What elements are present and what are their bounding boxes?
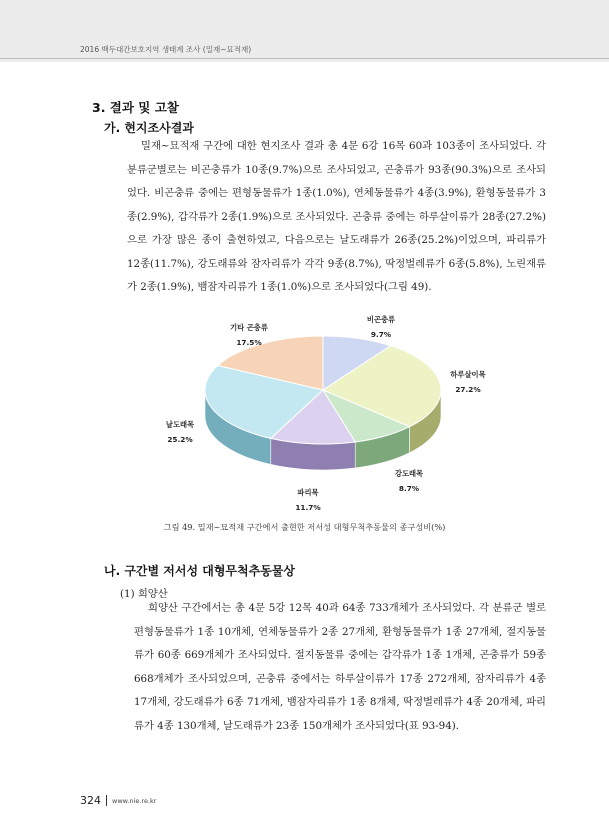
pie-label-value-5: 25.2% (167, 435, 193, 444)
pie-label-name-1: 비곤충류 (366, 315, 396, 324)
pie-label-name-4: 파리목 (297, 488, 319, 497)
subsection-title-b: 나. 구간별 저서성 대형무척추동물상 (104, 564, 295, 578)
footer-divider (106, 795, 107, 806)
running-title: 2016 백두대간보호지역 생태계 조사 (밀재~묘적재) (80, 45, 252, 54)
paragraph-survey-results: 밀재~묘적재 구간에 대한 현지조사 결과 총 4문 6강 16목 60과 103종이 조사되었다. 각 분류군별로는 비곤충류가 10종(9.7%)으로 조사되었고, 곤충류가 93종(90.3%)으로 조사되었다. 비곤충류 중에는 편형동물류가 1종(1.0%), 연체동물류가 4종(3.9%), 환형동물류가 3종(2.9%), 갑각류가 2종(1.9%)으로 조사되었다. 곤충류 중에는 하루살이류가 28종(27.2%)으로 가장 많은 종이 출현하였고, 다음으로는 날도래류가 26종(25.2%)이었으며, 파리류가 12종(11.7%), 강도래류와 잠자리류가 각각 9종(8.7%), 딱정벌레류가 6종(5.8%), 노린재류가 2종(1.9%), 뱀잠자리류가 1종(1.0%)으로 조사되었다(그림 49). (127, 140, 546, 293)
item-label-huiyangsan: (1) 희양산 (120, 588, 168, 600)
pie-chart-top (205, 336, 441, 444)
header-divider-left (0, 58, 80, 59)
pie-label-name-5: 날도래목 (165, 420, 195, 429)
header-divider (80, 58, 609, 59)
pie-label-name-2: 하루살이목 (450, 370, 486, 379)
pie-label-name-3: 강도래목 (394, 469, 424, 478)
pie-chart (160, 305, 500, 520)
pie-label-name-6: 기타 곤충류 (230, 323, 268, 332)
pie-label-value-3: 8.7% (398, 484, 420, 493)
figure-caption: 그림 49. 밀재~묘적재 구간에서 출현한 저서성 대형무척추동물의 종구성비(%) (163, 522, 446, 532)
pie-label-value-6: 17.5% (236, 338, 262, 347)
pie-label-value-2: 27.2% (455, 385, 481, 394)
paragraph-huiyangsan: 희양산 구간에서는 총 4문 5강 12목 40과 64종 733개체가 조사되었다. 각 분류군 별로 편형동물류가 1종 10개체, 연체동물류가 2종 27개체, 환형동물류가 1종 27개체, 절지동물류가 60종 669개체가 조사되었다. 절지동물류 중에는 갑각류가 1종 1개체, 곤충류가 59종 668개체가 조사되었으며, 곤충류 중에서는 하루살이류가 17종 272개체, 잠자리류가 4종 17개체, 강도래류가 6종 71개체, 뱀잠자리류가 1종 8개체, 딱정벌레류가 4종 20개체, 파리류가 4종 130개체, 날도래류가 23종 150개체가 조사되었다(표 93-94). (134, 602, 546, 732)
subsection-title-a: 가. 현지조사결과 (104, 121, 194, 135)
pie-label-value-1: 9.7% (370, 330, 392, 339)
pie-label-value-4: 11.7% (295, 503, 321, 512)
footer-url: www.nie.re.kr (112, 797, 157, 805)
page-number: 324 (80, 794, 101, 807)
section-title: 3. 결과 및 고찰 (92, 100, 179, 115)
